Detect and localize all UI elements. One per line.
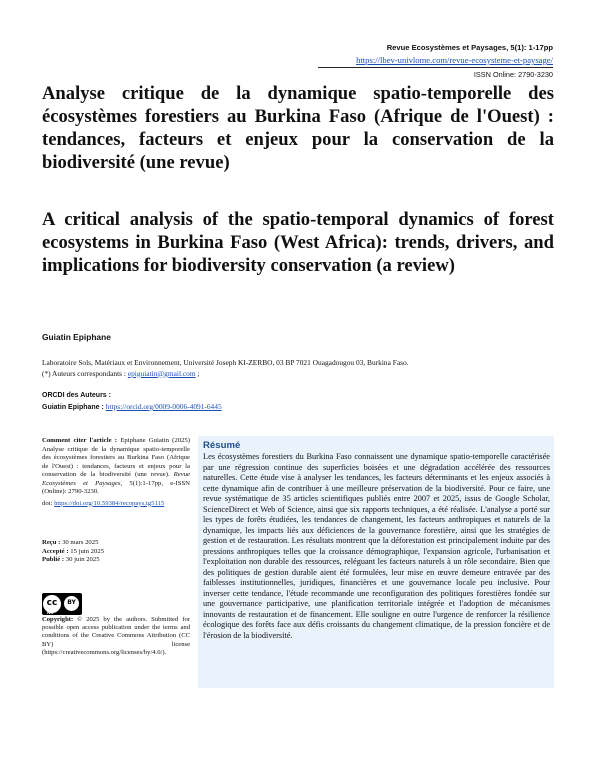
received-date: 30 mars 2025 xyxy=(62,539,99,546)
citation-text: Epiphane Guiatin (2025) Analyse critique de la dynamique spatio-temporelle des écosystèmes forestiers au Burkina Faso (Afrique de l'Ouest) : tendances, facteurs et enjeux pour la conservation de la biodiversité (une revue). xyxy=(42,437,191,478)
orcid-link[interactable]: https://orcid.org/0009-0006-4091-6445 xyxy=(105,402,222,411)
cc-by-icon: BY xyxy=(63,595,80,612)
published-label: Publié : xyxy=(42,556,65,564)
corresponding-label: (*) Auteurs correspondants : xyxy=(42,368,126,378)
license-text-block xyxy=(42,616,190,657)
abstract-text: Les écosystèmes forestiers du Burkina Faso connaissent une dynamique spatio-temporelle caractérisée par une régression continue des superficies boisées et une dégradation accélérée des ressources naturelles. Cette étude vise à analyser les tendances, les facteurs déterminants et les enjeux associés à cette dynamique afin de contribuer à une meilleure préservation de la biodiversité. Pour ce faire, une revue systématique de 35 articles scientifiques publiés entre 2007 et 2025, issus de Google Scholar, ScienceDirect et Web of Science, ainsi que six rapports techniques, a été réalisée. L'analyse a porté sur les types de forêts étudiées, les tendances de changement, les facteurs anthropiques et naturels de la dynamique, les impacts liés aux déficiences de la gouvernance forestière, ainsi que les stratégies de gestion et de restauration. Les résultats montrent que la déforestation est principalement induite par des pressions anthropiques telles que la croissance démographique, l'expansion agricole, l'urbanisation et l'exploitation non durable des ressources, reléguant les facteurs naturels à un rôle secondaire. Bien que des politiques de gestion durable aient été formulées, leur mise en œuvre demeure entravée par des faiblesses institutionnelles, juridiques, financières et une gouvernance locale peu inclusive. Pour inverser cette tendance, l'étude recommande une reconfiguration des politiques forestières fondée sur une gouvernance participative, une planification territoriale intégrée et l'adoption de mécanismes innovants de restauration et de financement. Elle souligne en outre l'urgence de renforcer la résilience écologique des forêts face aux défis croissants du changement climatique, de la pression foncière et de l'érosion de la biodiversité. xyxy=(203,452,550,640)
orcid-heading: ORCDI des Auteurs : xyxy=(42,392,111,399)
publication-dates xyxy=(42,539,104,565)
author-name: Guiatin Epiphane xyxy=(42,332,111,342)
doi-line xyxy=(42,500,190,509)
corresponding-line xyxy=(42,369,409,380)
orcid-line xyxy=(42,401,222,413)
published-date: 30 juin 2025 xyxy=(65,556,100,564)
header-divider xyxy=(318,67,553,68)
received-date-line xyxy=(42,539,104,548)
accepted-label: Accepté : xyxy=(42,547,69,555)
citation-text-2: 5(1):1-17pp, e-ISSN (Online): 2790-3230. xyxy=(42,479,190,495)
accepted-date: 15 juin 2025 xyxy=(70,547,105,555)
cc-license-badge-icon[interactable] xyxy=(42,593,82,615)
citation-block xyxy=(42,437,190,508)
corresponding-suffix: ; xyxy=(197,368,200,378)
author-email-link[interactable]: epiguiatin@gmail.com xyxy=(127,368,196,378)
citation-journal: Revue Ecosystèmes et Paysages, xyxy=(42,471,191,487)
affiliation-block xyxy=(42,358,409,379)
copyright-label: Copyright: xyxy=(42,616,74,623)
orcid-block xyxy=(42,390,222,413)
affiliation-text: Laboratoire Sols, Matériaux et Environnement, Université Joseph KI-ZERBO, 03 BP 7021 Ouagadougou 03, Burkina Faso. xyxy=(42,358,409,367)
issn-label: ISSN Online: 2790-3230 xyxy=(473,70,553,79)
cc-logo-icon: cc xyxy=(42,594,62,614)
cc-nc-label: NC xyxy=(47,610,54,615)
published-date-line xyxy=(42,556,104,565)
abstract-heading: Résumé xyxy=(203,440,241,451)
doi-label: doi: xyxy=(42,499,53,507)
orcid-author-name: Guiatin Epiphane : xyxy=(42,404,104,411)
journal-url-link[interactable]: https://lbev-univlome.com/revue-ecosysteme-et-paysage/ xyxy=(356,55,553,65)
journal-header: Revue Ecosystèmes et Paysages, 5(1): 1-17pp xyxy=(386,43,553,52)
copyright-text: © 2025 by the authors. Submitted for possible open access publication under the terms and conditions of the Creative Commons Attribution (CC BY) license (https://creativecommons.org/licenses/by/4.0/). xyxy=(42,616,190,656)
doi-link[interactable]: https://doi.org/10.59384/recopays.tg5115 xyxy=(54,499,165,507)
title-english: A critical analysis of the spatio-temporal dynamics of forest ecosystems in Burkina Faso (West Africa): trends, drivers, and implications for biodiversity conservation (a review) xyxy=(42,209,554,276)
accepted-date-line xyxy=(42,548,104,557)
title-french: Analyse critique de la dynamique spatio-temporelle des écosystèmes forestiers au Burkina Faso (Afrique de l'Ouest) : tendances, facteurs et enjeux pour la conservation de la biodiversité (une revue) xyxy=(42,83,554,173)
received-label: Reçu : xyxy=(42,539,61,546)
citation-label: Comment citer l'article : xyxy=(42,437,118,444)
